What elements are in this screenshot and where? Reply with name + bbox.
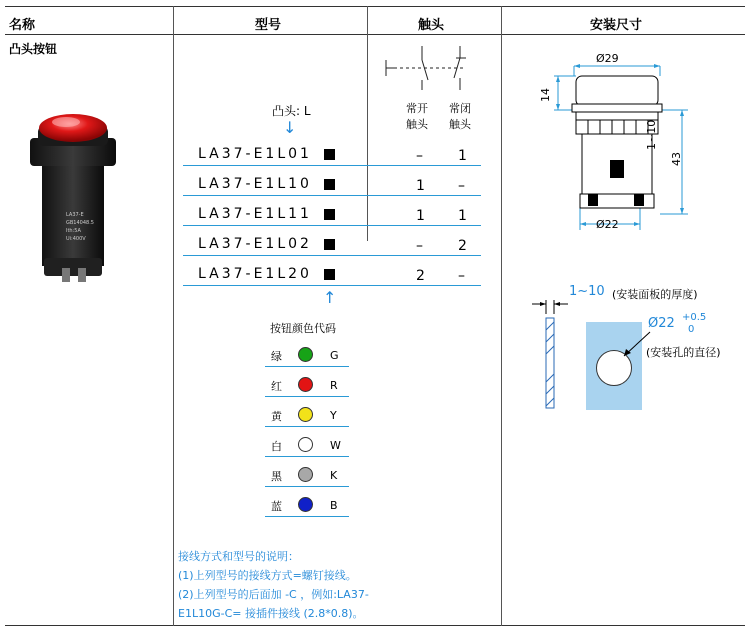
panel-thickness-drawing: [530, 292, 570, 412]
color-row-underline: [265, 456, 349, 457]
contact-symbol-icon: [380, 42, 480, 92]
color-name: 绿: [271, 350, 282, 363]
dim-height-14: 14: [539, 88, 552, 102]
product-name: 凸头按钮: [9, 42, 58, 56]
nc-contact-count: –: [458, 178, 465, 194]
color-name: 蓝: [271, 500, 282, 513]
color-row-underline: [265, 366, 349, 367]
no-contact-label-2: 触头: [406, 118, 428, 131]
model-row-underline: [183, 165, 481, 166]
hole-note: (安装孔的直径): [646, 346, 721, 359]
no-contact-count: –: [416, 238, 423, 254]
nc-contact-label-1: 常闭: [449, 102, 471, 115]
dim-diameter-29: Ø29: [596, 52, 619, 65]
no-contact-label-1: 常开: [406, 102, 428, 115]
header-name: 名称: [9, 18, 36, 33]
color-swatch-icon: [298, 467, 313, 482]
note-1: (1)上列型号的接线方式=螺钉接线。: [178, 569, 357, 582]
model-code: LA37-E1L20: [198, 266, 312, 282]
model-row-underline: [183, 225, 481, 226]
arrow-up-icon: ↑: [323, 288, 337, 307]
no-contact-count: 1: [416, 178, 425, 194]
color-code: R: [330, 379, 338, 392]
note-3: E1L10G-C= 接插件接线 (2.8*0.8)。: [178, 607, 364, 620]
model-code: LA37-E1L02: [198, 236, 312, 252]
header-contact: 触头: [418, 18, 445, 33]
color-row-underline: [265, 426, 349, 427]
body-print-4: Ui:400V: [66, 236, 86, 242]
color-placeholder-icon: [324, 209, 335, 220]
col-divider-1: [173, 6, 174, 626]
color-placeholder-icon: [324, 269, 335, 280]
body-print-2: GB14048.5: [66, 220, 94, 226]
note-title: 接线方式和型号的说明：: [178, 550, 299, 563]
color-code: W: [330, 439, 341, 452]
color-placeholder-icon: [324, 179, 335, 190]
color-code: K: [330, 469, 338, 482]
no-contact-count: –: [416, 148, 423, 164]
model-code: LA37-E1L11: [198, 206, 312, 222]
color-swatch-icon: [298, 407, 313, 422]
color-code-title: 按钮颜色代码: [270, 322, 336, 335]
arrow-down-icon: ↓: [283, 118, 297, 137]
no-contact-count: 1: [416, 208, 425, 224]
color-row-underline: [265, 396, 349, 397]
color-name: 黄: [271, 410, 282, 423]
color-code: B: [330, 499, 338, 512]
table-top-border: [5, 6, 745, 7]
color-swatch-icon: [298, 437, 313, 452]
header-bottom-border: [5, 34, 745, 35]
model-code: LA37-E1L01: [198, 146, 312, 162]
col-divider-3: [501, 6, 502, 626]
no-contact-count: 2: [416, 268, 425, 284]
header-size: 安装尺寸: [590, 18, 643, 33]
nc-contact-count: 2: [458, 238, 467, 254]
color-swatch-icon: [298, 347, 313, 362]
dimension-drawing: [540, 48, 700, 248]
nc-contact-count: –: [458, 268, 465, 284]
model-row-underline: [183, 195, 481, 196]
color-placeholder-icon: [324, 149, 335, 160]
color-placeholder-icon: [324, 239, 335, 250]
color-row-underline: [265, 516, 349, 517]
dim-height-43: 43: [670, 152, 683, 166]
color-name: 红: [271, 380, 282, 393]
note-2: (2)上列型号的后面加 -C ，例如:LA37-: [178, 588, 369, 601]
color-row-underline: [265, 486, 349, 487]
color-swatch-icon: [298, 377, 313, 392]
dim-range-1-10: 1~10: [645, 119, 658, 150]
table-bottom-border: [5, 625, 745, 626]
model-row-underline: [183, 255, 481, 256]
hole-diameter-dim: Ø22: [648, 316, 675, 331]
panel-thickness-note: (安装面板的厚度): [612, 288, 698, 301]
header-model: 型号: [255, 18, 282, 33]
nc-contact-count: 1: [458, 148, 467, 164]
body-print-3: Ith:5A: [66, 228, 81, 234]
model-code: LA37-E1L10: [198, 176, 312, 192]
col-divider-2: [367, 6, 368, 241]
body-print-1: LA37-E: [66, 212, 84, 218]
dim-diameter-22: Ø22: [596, 218, 619, 231]
hole-tolerance-plus: +0.5: [682, 312, 707, 323]
model-row-underline: [183, 285, 481, 286]
hole-tolerance-zero: 0: [688, 324, 695, 335]
panel-thickness-dim: 1~10: [569, 284, 605, 299]
color-code: G: [330, 349, 339, 362]
nc-contact-label-2: 触头: [449, 118, 471, 131]
convex-label: 凸头: L: [272, 104, 311, 118]
push-button-photo: [28, 108, 118, 283]
color-swatch-icon: [298, 497, 313, 512]
nc-contact-count: 1: [458, 208, 467, 224]
color-code: Y: [330, 409, 337, 422]
color-name: 黑: [271, 470, 282, 483]
color-name: 白: [271, 440, 282, 453]
